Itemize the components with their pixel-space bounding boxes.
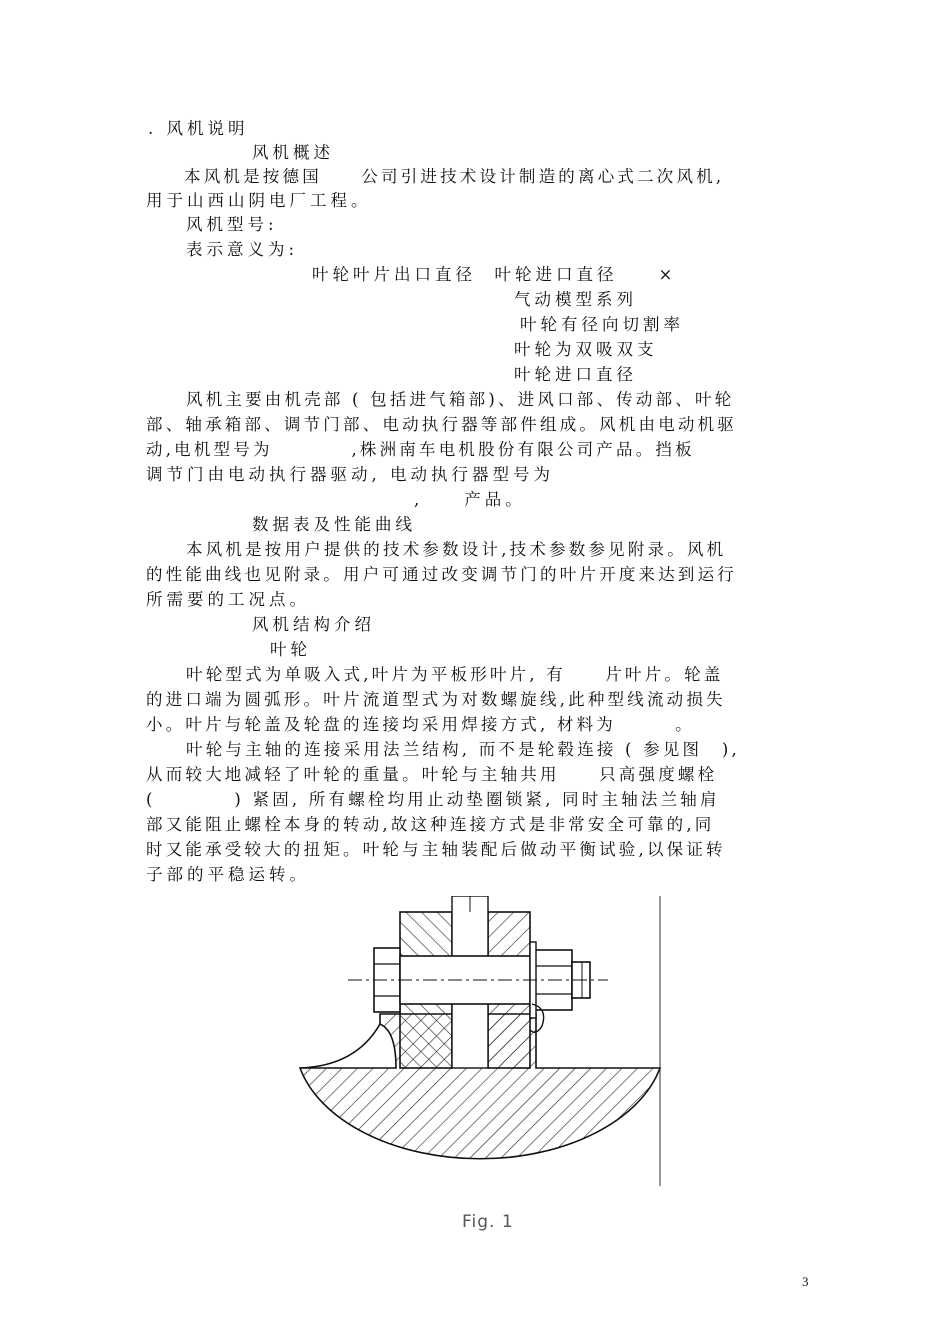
model-meaning-row: 叶轮为双吸双支 [514, 340, 658, 359]
impeller-line: 部又能阻止螺栓本身的转动,故这种连接方式是非常安全可靠的,同 [146, 815, 715, 834]
composition-line: 调节门由电动执行器驱动, 电动执行器型号为 [146, 465, 554, 484]
model-meaning-row: 叶轮叶片出口直径 叶轮进口直径 × [312, 265, 677, 284]
composition-line: 动,电机型号为 ,株洲南车电机股份有限公司产品。挡板 [146, 440, 695, 459]
flange-bolt-diagram [296, 896, 666, 1196]
structure-heading: 风机结构介绍 [252, 615, 375, 634]
overview-line: 本风机是按德国 公司引进技术设计制造的离心式二次风机, [184, 167, 725, 186]
model-meaning-row: 叶轮进口直径 [514, 365, 637, 384]
impeller-line: 叶轮型式为单吸入式,叶片为平板形叶片, 有 片叶片。轮盖 [186, 665, 724, 684]
impeller-heading: 叶轮 [270, 640, 311, 659]
model-meaning-row: 叶轮有径向切割率 [520, 315, 684, 334]
impeller-line: 从而较大地减轻了叶轮的重量。叶轮与主轴共用 只高强度螺栓 [146, 765, 718, 784]
impeller-line: 小。叶片与轮盖及轮盘的连接均采用焊接方式, 材料为 。 [146, 715, 695, 734]
overview-heading: 风机概述 [252, 143, 334, 162]
data-section-line: 的性能曲线也见附录。用户可通过改变调节门的叶片开度来达到运行 [146, 565, 737, 584]
meaning-label: 表示意义为: [186, 240, 299, 259]
data-section-line: 本风机是按用户提供的技术参数设计,技术参数参见附录。风机 [186, 540, 727, 559]
impeller-line: 时又能承受较大的扭矩。叶轮与主轴装配后做动平衡试验,以保证转 [146, 840, 726, 859]
impeller-line: 的进口端为圆弧形。叶片流道型式为对数螺旋线,此种型线流动损失 [146, 690, 726, 709]
composition-line: , 产品。 [414, 490, 526, 509]
section-heading: . 风机说明 [148, 119, 249, 138]
figure-caption: Fig. 1 [462, 1212, 514, 1232]
page-number: 3 [802, 1274, 809, 1289]
impeller-line: ( ) 紧固, 所有螺栓均用止动垫圈锁紧, 同时主轴法兰轴肩 [146, 790, 720, 809]
overview-line: 用于山西山阴电厂工程。 [146, 191, 372, 210]
impeller-line: 子部的平稳运转。 [146, 865, 310, 884]
impeller-line: 叶轮与主轴的连接采用法兰结构, 而不是轮毂连接 ( 参见图 ), [186, 740, 740, 759]
data-section-heading: 数据表及性能曲线 [252, 515, 416, 534]
model-meaning-row: 气动模型系列 [514, 290, 637, 309]
model-label: 风机型号: [186, 215, 278, 234]
data-section-line: 所需要的工况点。 [146, 590, 310, 609]
composition-line: 风机主要由机壳部 ( 包括进气箱部)、进风口部、传动部、叶轮 [186, 390, 735, 409]
composition-line: 部、轴承箱部、调节门部、电动执行器等部件组成。风机由电动机驱 [146, 415, 737, 434]
